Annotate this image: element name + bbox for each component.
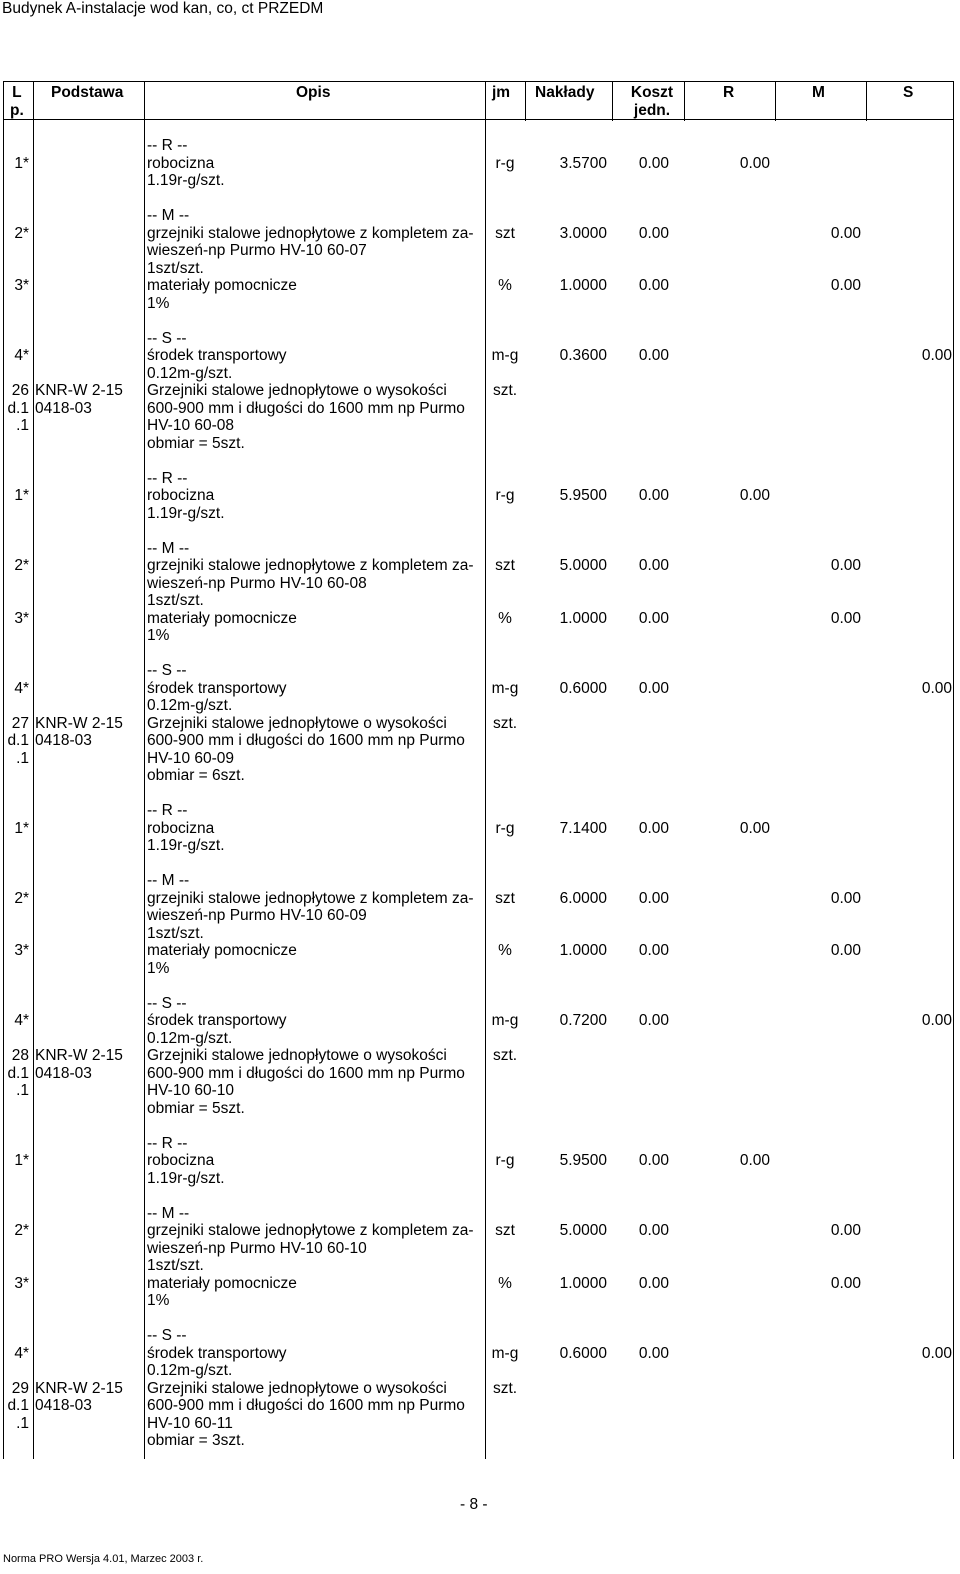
cell-s: 0.00 [921, 1012, 952, 1029]
cell-koszt: 0.00 [638, 819, 669, 837]
cell-opis: 0.12m-g/szt. [147, 1029, 233, 1047]
cell-opis: robocizna [147, 154, 215, 172]
cell-koszt: 0.00 [638, 679, 669, 697]
cell-opis: obmiar = 5szt. [147, 1099, 245, 1117]
cell-lp: d.1 [7, 1397, 29, 1414]
cell-opis: środek transportowy [147, 1344, 287, 1362]
cell-s: 0.00 [921, 679, 952, 697]
cell-naklady: 5.0000 [559, 557, 607, 574]
cell-lp: 2* [14, 557, 29, 574]
cell-jm: szt. [492, 1047, 518, 1064]
col-header-lp-line1: L [12, 84, 22, 101]
cell-opis: materiały pomocnicze [147, 942, 297, 959]
cell-lp: .1 [16, 1414, 29, 1432]
cell-opis: 600-900 mm i długości do 1600 mm np Purmo [147, 732, 465, 749]
cell-lp: 4* [14, 1012, 29, 1029]
cell-lp: 4* [14, 679, 29, 697]
cell-koszt: 0.00 [638, 1222, 669, 1239]
cell-lp: 2* [14, 1222, 29, 1239]
cell-opis: obmiar = 5szt. [147, 434, 245, 452]
cell-lp: 28 [11, 1047, 29, 1064]
cell-opis: obmiar = 6szt. [147, 767, 245, 784]
cell-lp: 27 [11, 714, 29, 732]
header-divider [866, 82, 867, 121]
cell-opis: 600-900 mm i długości do 1600 mm np Purmo [147, 1397, 465, 1414]
cell-naklady: 0.7200 [559, 1012, 607, 1029]
cell-opis: -- S -- [147, 662, 187, 679]
cell-jm: r-g [495, 1152, 515, 1169]
cell-jm: m-g [491, 1012, 519, 1029]
cell-koszt: 0.00 [638, 557, 669, 574]
cell-koszt: 0.00 [638, 487, 669, 504]
cell-r: 0.00 [739, 1152, 770, 1169]
cell-opis: materiały pomocnicze [147, 277, 297, 294]
col-header-koszt-line1: Koszt [630, 84, 674, 101]
cell-opis: robocizna [147, 1152, 215, 1169]
cell-lp: 2* [14, 889, 29, 907]
cell-opis: -- M -- [147, 1204, 190, 1222]
cell-opis: -- S -- [147, 994, 187, 1012]
cell-lp: 4* [14, 347, 29, 364]
cell-opis: 1.19r-g/szt. [147, 504, 225, 522]
cell-lp: 3* [14, 609, 29, 627]
cell-opis: robocizna [147, 487, 215, 504]
cell-opis: HV-10 60-11 [147, 1414, 233, 1432]
cell-jm: szt [495, 889, 515, 907]
header-divider [775, 82, 776, 121]
col-header-s: S [903, 84, 914, 101]
cell-jm: m-g [491, 679, 519, 697]
estimate-table [3, 81, 954, 1459]
cell-koszt: 0.00 [638, 1344, 669, 1362]
cell-opis: 0.12m-g/szt. [147, 1362, 233, 1379]
cell-opis: 0.12m-g/szt. [147, 697, 233, 714]
cell-opis: grzejniki stalowe jednopłytowe z kompletem za- [147, 1222, 474, 1239]
cell-opis: -- R -- [147, 137, 188, 154]
cell-koszt: 0.00 [638, 1012, 669, 1029]
table-header [4, 81, 953, 120]
cell-opis: 1% [147, 1292, 170, 1309]
cell-opis: Grzejniki stalowe jednopłytowe o wysokości [147, 1379, 447, 1397]
cell-koszt: 0.00 [638, 277, 669, 294]
cell-koszt: 0.00 [638, 1152, 669, 1169]
cell-naklady: 1.0000 [559, 942, 607, 959]
cell-lp: .1 [16, 417, 29, 434]
cell-opis: -- R -- [147, 802, 188, 819]
cell-opis: HV-10 60-08 [147, 417, 235, 434]
cell-naklady: 1.0000 [559, 609, 607, 627]
header-divider [684, 82, 685, 121]
cell-opis: obmiar = 3szt. [147, 1432, 245, 1449]
cell-jm: szt [495, 1222, 515, 1239]
page-number: - 8 - [460, 1496, 488, 1513]
cell-jm: % [498, 277, 512, 294]
cell-opis: -- M -- [147, 539, 190, 557]
cell-naklady: 5.9500 [559, 1152, 607, 1169]
cell-opis: HV-10 60-10 [147, 1082, 235, 1099]
cell-r: 0.00 [739, 487, 770, 504]
document-title: Budynek A-instalacje wod kan, co, ct PRZEDM [2, 0, 324, 17]
col-header-koszt [622, 84, 682, 120]
cell-opis: 1% [147, 959, 170, 977]
cell-opis: 0.12m-g/szt. [147, 364, 233, 382]
cell-opis: środek transportowy [147, 679, 287, 697]
cell-r: 0.00 [739, 819, 770, 837]
cell-jm: szt. [492, 1379, 518, 1397]
cell-m: 0.00 [830, 557, 861, 574]
cell-jm: szt. [492, 714, 518, 732]
cell-opis: Grzejniki stalowe jednopłytowe o wysokości [147, 1047, 447, 1064]
cell-opis: HV-10 60-09 [147, 749, 235, 767]
col-header-r: R [723, 84, 735, 101]
cell-jm: % [498, 609, 512, 627]
cell-opis: grzejniki stalowe jednopłytowe z kompletem za- [147, 224, 474, 242]
cell-naklady: 0.3600 [559, 347, 607, 364]
cell-naklady: 5.9500 [559, 487, 607, 504]
cell-jm: % [498, 1274, 512, 1292]
cell-opis: środek transportowy [147, 347, 287, 364]
cell-naklady: 5.0000 [559, 1222, 607, 1239]
cell-opis: -- M -- [147, 207, 190, 224]
cell-m: 0.00 [830, 889, 861, 907]
cell-opis: 1% [147, 627, 170, 644]
cell-m: 0.00 [830, 277, 861, 294]
cell-koszt: 0.00 [638, 609, 669, 627]
cell-opis: Grzejniki stalowe jednopłytowe o wysokości [147, 382, 447, 399]
cell-jm: r-g [495, 154, 515, 172]
cell-lp: 1* [14, 1152, 29, 1169]
cell-opis: 1.19r-g/szt. [147, 837, 225, 854]
cell-lp: .1 [16, 1082, 29, 1099]
cell-lp: 29 [11, 1379, 29, 1397]
cell-koszt: 0.00 [638, 889, 669, 907]
cell-m: 0.00 [830, 1274, 861, 1292]
cell-opis: środek transportowy [147, 1012, 287, 1029]
cell-podstawa: KNR-W 2-15 [35, 714, 123, 732]
cell-opis: -- S -- [147, 329, 187, 347]
cell-lp: d.1 [7, 1064, 29, 1082]
cell-opis: 1szt/szt. [147, 924, 204, 942]
cell-opis: Grzejniki stalowe jednopłytowe o wysokości [147, 714, 447, 732]
cell-naklady: 6.0000 [559, 889, 607, 907]
cell-naklady: 0.6000 [559, 1344, 607, 1362]
column-divider [33, 81, 34, 1459]
cell-podstawa: 0418-03 [35, 732, 92, 749]
cell-naklady: 1.0000 [559, 277, 607, 294]
cell-jm: szt. [492, 382, 518, 399]
col-header-koszt-line2: jedn. [633, 102, 671, 119]
cell-podstawa: KNR-W 2-15 [35, 1047, 123, 1064]
col-header-m: M [812, 84, 825, 101]
cell-lp: 1* [14, 819, 29, 837]
col-header-lp-line2: p. [10, 102, 24, 119]
cell-jm: r-g [495, 819, 515, 837]
cell-m: 0.00 [830, 609, 861, 627]
column-divider [144, 81, 145, 1459]
col-header-lp [10, 84, 24, 120]
cell-opis: wieszeń-np Purmo HV-10 60-10 [147, 1239, 367, 1257]
cell-podstawa: KNR-W 2-15 [35, 382, 123, 399]
cell-opis: wieszeń-np Purmo HV-10 60-08 [147, 574, 367, 592]
cell-opis: 600-900 mm i długości do 1600 mm np Purmo [147, 399, 465, 417]
col-header-jm: jm [492, 84, 511, 101]
cell-opis: grzejniki stalowe jednopłytowe z kompletem za- [147, 889, 474, 907]
cell-koszt: 0.00 [638, 224, 669, 242]
cell-naklady: 1.0000 [559, 1274, 607, 1292]
cell-podstawa: 0418-03 [35, 399, 92, 417]
cell-opis: wieszeń-np Purmo HV-10 60-07 [147, 242, 367, 259]
cell-lp: 3* [14, 1274, 29, 1292]
col-header-opis: Opis [296, 84, 331, 101]
cell-jm: m-g [491, 347, 519, 364]
cell-lp: 1* [14, 487, 29, 504]
cell-podstawa: KNR-W 2-15 [35, 1379, 123, 1397]
cell-lp: 2* [14, 224, 29, 242]
cell-jm: szt [495, 224, 515, 242]
cell-opis: -- R -- [147, 469, 188, 487]
cell-koszt: 0.00 [638, 1274, 669, 1292]
cell-opis: grzejniki stalowe jednopłytowe z kompletem za- [147, 557, 474, 574]
cell-lp: 26 [11, 382, 29, 399]
cell-lp: 3* [14, 942, 29, 959]
cell-koszt: 0.00 [638, 942, 669, 959]
cell-opis: materiały pomocnicze [147, 609, 297, 627]
cell-opis: -- M -- [147, 872, 190, 889]
col-header-podstawa: Podstawa [51, 84, 124, 101]
cell-opis: 1.19r-g/szt. [147, 1169, 225, 1187]
cell-opis: wieszeń-np Purmo HV-10 60-09 [147, 907, 367, 924]
cell-lp: .1 [16, 749, 29, 767]
cell-naklady: 0.6000 [559, 679, 607, 697]
cell-m: 0.00 [830, 942, 861, 959]
cell-jm: r-g [495, 487, 515, 504]
cell-s: 0.00 [921, 1344, 952, 1362]
cell-opis: 1szt/szt. [147, 592, 204, 609]
software-footer: Norma PRO Wersja 4.01, Marzec 2003 r. [3, 1553, 204, 1565]
cell-jm: m-g [491, 1344, 519, 1362]
cell-jm: szt [495, 557, 515, 574]
cell-r: 0.00 [739, 154, 770, 172]
cell-lp: d.1 [7, 399, 29, 417]
col-header-naklady: Nakłady [535, 84, 595, 101]
cell-lp: 3* [14, 277, 29, 294]
cell-lp: 1* [14, 154, 29, 172]
cell-naklady: 3.0000 [559, 224, 607, 242]
header-divider [612, 82, 613, 121]
cell-s: 0.00 [921, 347, 952, 364]
cell-koszt: 0.00 [638, 154, 669, 172]
cell-jm: % [498, 942, 512, 959]
cell-opis: 1% [147, 294, 170, 312]
cell-koszt: 0.00 [638, 347, 669, 364]
cell-opis: 1szt/szt. [147, 1257, 204, 1274]
cell-naklady: 3.5700 [559, 154, 607, 172]
cell-opis: 600-900 mm i długości do 1600 mm np Purmo [147, 1064, 465, 1082]
cell-m: 0.00 [830, 224, 861, 242]
cell-opis: -- R -- [147, 1134, 188, 1152]
cell-podstawa: 0418-03 [35, 1064, 92, 1082]
cell-m: 0.00 [830, 1222, 861, 1239]
cell-podstawa: 0418-03 [35, 1397, 92, 1414]
cell-lp: 4* [14, 1344, 29, 1362]
cell-opis: 1szt/szt. [147, 259, 204, 277]
cell-opis: materiały pomocnicze [147, 1274, 297, 1292]
cell-opis: 1.19r-g/szt. [147, 172, 225, 189]
cell-naklady: 7.1400 [559, 819, 607, 837]
header-divider [525, 82, 526, 121]
cell-opis: -- S -- [147, 1327, 187, 1344]
cell-opis: robocizna [147, 819, 215, 837]
cell-lp: d.1 [7, 732, 29, 749]
